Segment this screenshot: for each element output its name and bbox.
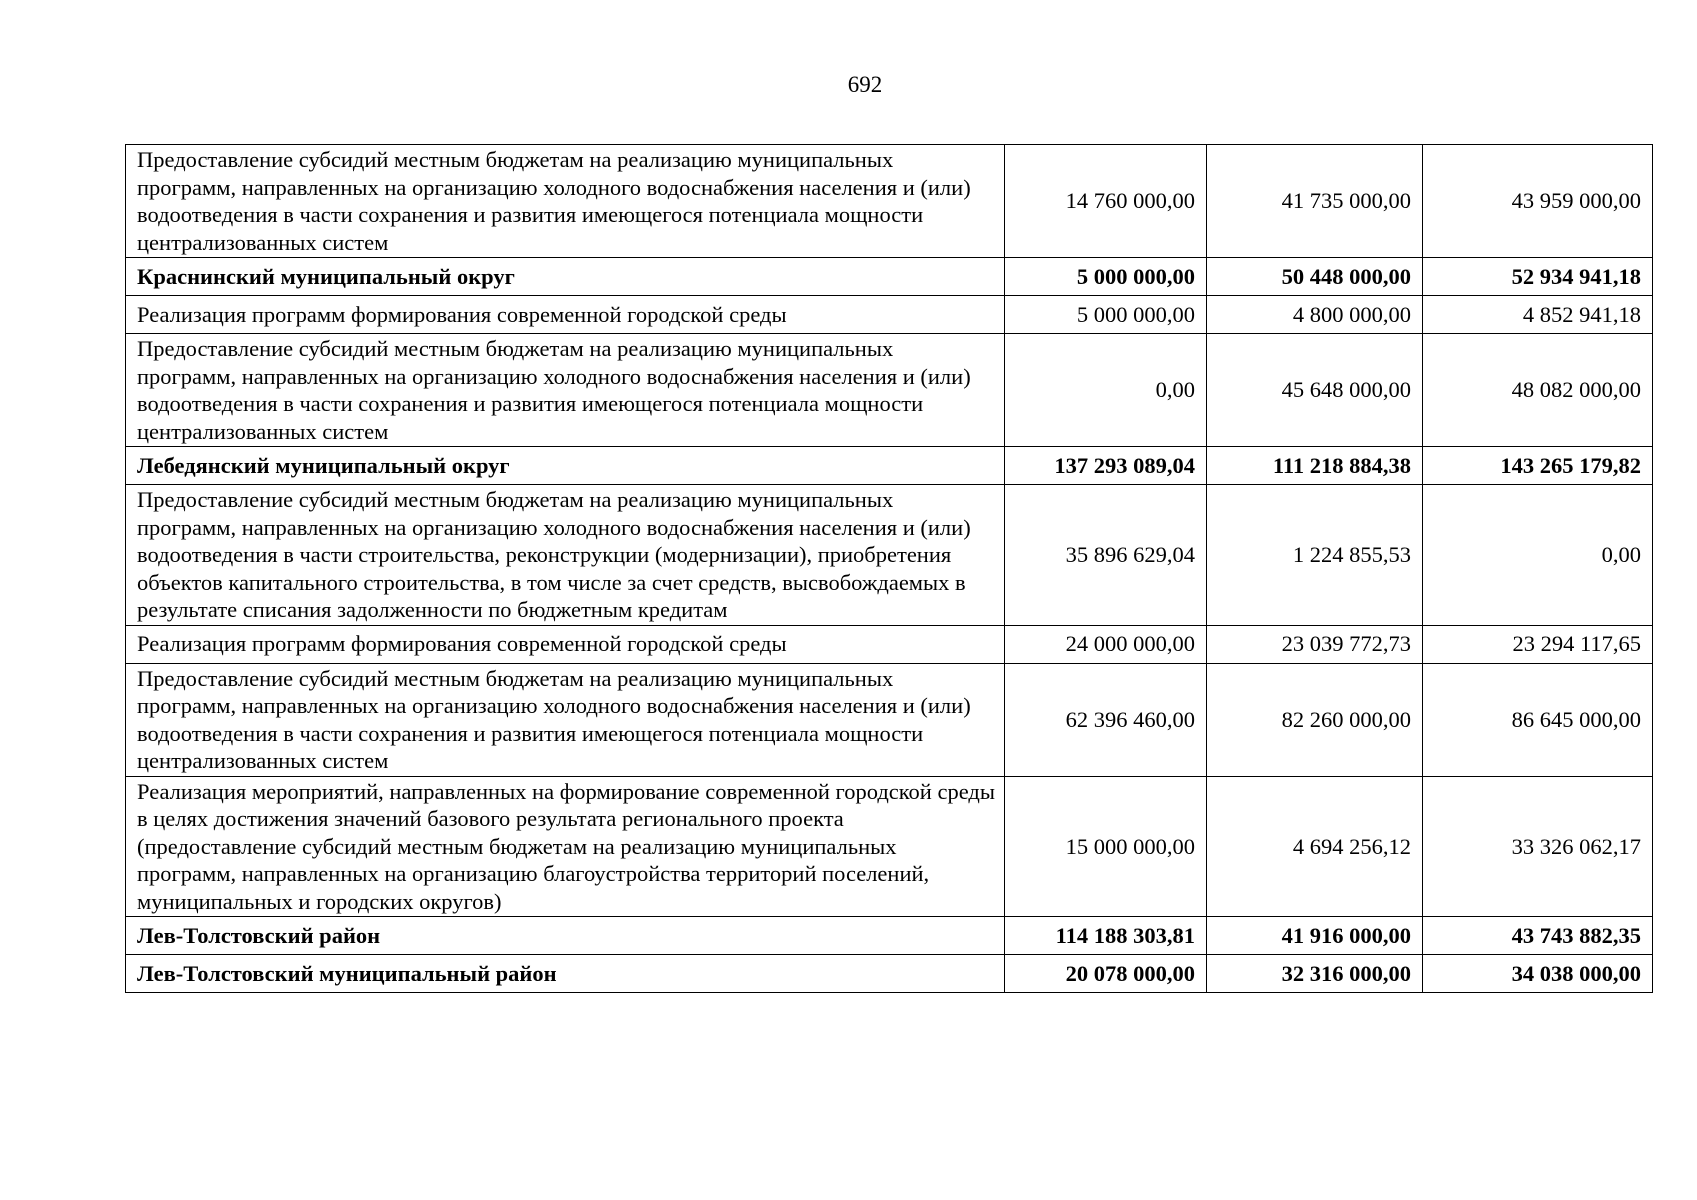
row-name: Предоставление субсидий местным бюджетам на реализацию муниципальных программ, направленных на организацию холодного водоснабжения населения и (или) водоотведения в части сохранения и развития имеющегося потенциала мощности централизованных систем — [126, 334, 1005, 447]
row-value-3: 34 038 000,00 — [1423, 955, 1653, 993]
row-value-3: 48 082 000,00 — [1423, 334, 1653, 447]
row-value-1: 35 896 629,04 — [1005, 485, 1207, 626]
row-value-1: 15 000 000,00 — [1005, 776, 1207, 917]
table-row-total — [126, 955, 1653, 993]
table-row — [126, 296, 1653, 334]
row-value-1: 14 760 000,00 — [1005, 145, 1207, 258]
row-value-2: 41 916 000,00 — [1207, 917, 1423, 955]
row-name: Предоставление субсидий местным бюджетам на реализацию муниципальных программ, направленных на организацию холодного водоснабжения населения и (или) водоотведения в части сохранения и развития имеющегося потенциала мощности централизованных систем — [126, 663, 1005, 776]
table-row — [126, 334, 1653, 447]
row-value-1: 20 078 000,00 — [1005, 955, 1207, 993]
row-value-1: 0,00 — [1005, 334, 1207, 447]
row-name: Лев-Толстовский муниципальный район — [126, 955, 1005, 993]
row-value-1: 114 188 303,81 — [1005, 917, 1207, 955]
row-value-1: 5 000 000,00 — [1005, 296, 1207, 334]
table-row — [126, 625, 1653, 663]
row-value-1: 62 396 460,00 — [1005, 663, 1207, 776]
row-value-1: 137 293 089,04 — [1005, 447, 1207, 485]
row-value-1: 24 000 000,00 — [1005, 625, 1207, 663]
row-value-1: 5 000 000,00 — [1005, 258, 1207, 296]
row-name: Реализация программ формирования современной городской среды — [126, 625, 1005, 663]
table-row — [126, 663, 1653, 776]
row-value-3: 23 294 117,65 — [1423, 625, 1653, 663]
row-value-2: 41 735 000,00 — [1207, 145, 1423, 258]
row-value-2: 82 260 000,00 — [1207, 663, 1423, 776]
row-value-3: 86 645 000,00 — [1423, 663, 1653, 776]
row-name: Реализация мероприятий, направленных на формирование современной городской среды в целях достижения значений базового результата регионального проекта (предоставление субсидий местным бюджетам на реализацию муниципальных программ, направленных на организацию благоустройства территорий поселений, муниципальных и городских округов) — [126, 776, 1005, 917]
row-name: Предоставление субсидий местным бюджетам на реализацию муниципальных программ, направленных на организацию холодного водоснабжения населения и (или) водоотведения в части сохранения и развития имеющегося потенциала мощности централизованных систем — [126, 145, 1005, 258]
row-name: Лев-Толстовский район — [126, 917, 1005, 955]
table-row — [126, 145, 1653, 258]
row-name: Предоставление субсидий местным бюджетам на реализацию муниципальных программ, направленных на организацию холодного водоснабжения населения и (или) водоотведения в части строительства, реконструкции (модернизации), приобретения объектов капитального строительства, в том числе за счет средств, высвобождаемых в результате списания задолженности по бюджетным кредитам — [126, 485, 1005, 626]
row-value-3: 43 743 882,35 — [1423, 917, 1653, 955]
table-row-total — [126, 917, 1653, 955]
row-name: Краснинский муниципальный округ — [126, 258, 1005, 296]
table-row — [126, 485, 1653, 626]
table-row-total — [126, 258, 1653, 296]
table-row-total — [126, 447, 1653, 485]
row-value-3: 33 326 062,17 — [1423, 776, 1653, 917]
row-value-2: 111 218 884,38 — [1207, 447, 1423, 485]
row-value-2: 4 800 000,00 — [1207, 296, 1423, 334]
row-value-2: 50 448 000,00 — [1207, 258, 1423, 296]
row-name: Реализация программ формирования современной городской среды — [126, 296, 1005, 334]
budget-table — [125, 144, 1653, 993]
page-number: 692 — [847, 72, 883, 97]
row-value-3: 0,00 — [1423, 485, 1653, 626]
row-value-2: 4 694 256,12 — [1207, 776, 1423, 917]
row-value-2: 1 224 855,53 — [1207, 485, 1423, 626]
table-row — [126, 776, 1653, 917]
row-value-3: 43 959 000,00 — [1423, 145, 1653, 258]
row-value-3: 52 934 941,18 — [1423, 258, 1653, 296]
row-value-2: 45 648 000,00 — [1207, 334, 1423, 447]
row-value-3: 143 265 179,82 — [1423, 447, 1653, 485]
row-value-2: 23 039 772,73 — [1207, 625, 1423, 663]
row-value-2: 32 316 000,00 — [1207, 955, 1423, 993]
row-value-3: 4 852 941,18 — [1423, 296, 1653, 334]
row-name: Лебедянский муниципальный округ — [126, 447, 1005, 485]
